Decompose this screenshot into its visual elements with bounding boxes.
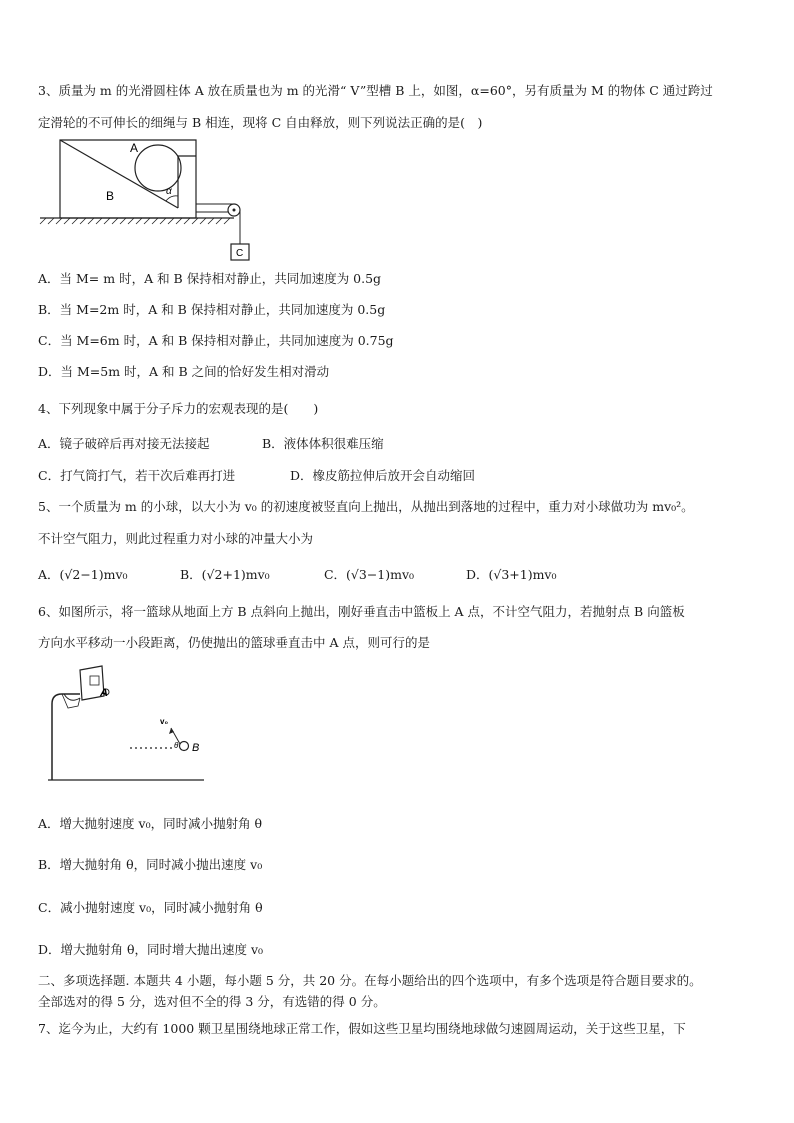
q6-stem-line2: 方向水平移动一小段距离，仍使抛出的篮球垂直击中 A 点，则可行的是 <box>38 635 430 650</box>
label-alpha: α <box>166 186 172 197</box>
q5-option-d: D．(√3+1)mv₀ <box>465 567 557 582</box>
label-c: C <box>236 248 244 259</box>
q4-row2 <box>38 467 475 485</box>
q3-option-b: B．当 M=2m 时，A 和 B 保持相对静止，共同加速度为 0.5g <box>38 302 386 317</box>
q4-row1 <box>38 435 384 453</box>
label-a: A <box>130 141 139 155</box>
q4-option-d: D．橡皮筋拉伸后放开会自动缩回 <box>289 468 476 483</box>
q5-option-b: B．(√2+1)mv₀ <box>179 567 270 582</box>
q6-figure <box>40 664 220 788</box>
q5-stem-line1: 5、一个质量为 m 的小球，以大小为 v₀ 的初速度被竖直向上抛出，从抛出到落地的过程中，重力对小球做功为 mv₀²。 <box>38 499 694 514</box>
label-b: B <box>106 189 115 203</box>
q3-stem-line1: 3、质量为 m 的光滑圆柱体 A 放在质量也为 m 的光滑“ V”型槽 B 上，如图，α=60°，另有质量为 M 的物体 C 通过跨过 <box>38 83 713 98</box>
label-theta: θ <box>174 741 179 750</box>
q3-option-c: C．当 M=6m 时，A 和 B 保持相对静止，共同加速度为 0.75g <box>38 333 394 348</box>
q6-option-d: D．增大抛射角 θ，同时增大抛出速度 v₀ <box>38 942 264 957</box>
q4-option-c: C．打气筒打气，若干次后难再打进 <box>38 468 236 483</box>
label-b: B <box>192 742 200 754</box>
basketball-b <box>180 742 189 751</box>
q4-stem: 4、下列现象中属于分子斥力的宏观表现的是( ) <box>38 401 319 416</box>
q3-option-a: A．当 M= m 时，A 和 B 保持相对静止，共同加速度为 0.5g <box>38 271 382 286</box>
label-a: A <box>100 687 108 699</box>
cylinder-a <box>135 145 181 191</box>
section2-line1: 二、多项选择题. 本题共 4 小题，每小题 5 分，共 20 分。在每小题给出的四个选项中，有多个选项是符合题目要求的。 <box>38 973 702 988</box>
q4-option-a: A．镜子破碎后再对接无法接起 <box>38 436 210 451</box>
q5-option-c: C．(√3−1)mv₀ <box>323 567 415 582</box>
q7-stem-line1: 7、迄今为止，大约有 1000 颗卫星围绕地球正常工作，假如这些卫星均围绕地球做匀速圆周运动，关于这些卫星，下 <box>38 1021 686 1036</box>
q5-option-a: A．(√2−1)mv₀ <box>38 567 128 582</box>
q3-option-d: D．当 M=5m 时，A 和 B 之间的恰好发生相对滑动 <box>38 364 330 379</box>
q3-figure <box>38 138 258 268</box>
label-v0: v₀ <box>160 717 169 726</box>
q3-stem-line2: 定滑轮的不可伸长的细绳与 B 相连，现将 C 自由释放，则下列说法正确的是( ) <box>38 115 483 130</box>
q6-stem-line1: 6、如图所示，将一篮球从地面上方 B 点斜向上抛出，刚好垂直击中篮板上 A 点，不计空气阻力，若抛射点 B 向篮板 <box>38 604 685 619</box>
q5-options <box>38 566 557 584</box>
section2-line2: 全部选对的得 5 分，选对但不全的得 3 分，有选错的得 0 分。 <box>38 994 386 1009</box>
q4-option-b: B．液体体积很难压缩 <box>261 436 384 451</box>
q5-stem-line2: 不计空气阻力，则此过程重力对小球的冲量大小为 <box>38 531 314 546</box>
q6-option-a: A．增大抛射速度 v₀，同时减小抛射角 θ <box>38 816 263 831</box>
q6-option-b: B．增大抛射角 θ，同时减小抛出速度 v₀ <box>38 857 263 872</box>
q6-option-c: C．减小抛射速度 v₀，同时减小抛射角 θ <box>38 900 263 915</box>
